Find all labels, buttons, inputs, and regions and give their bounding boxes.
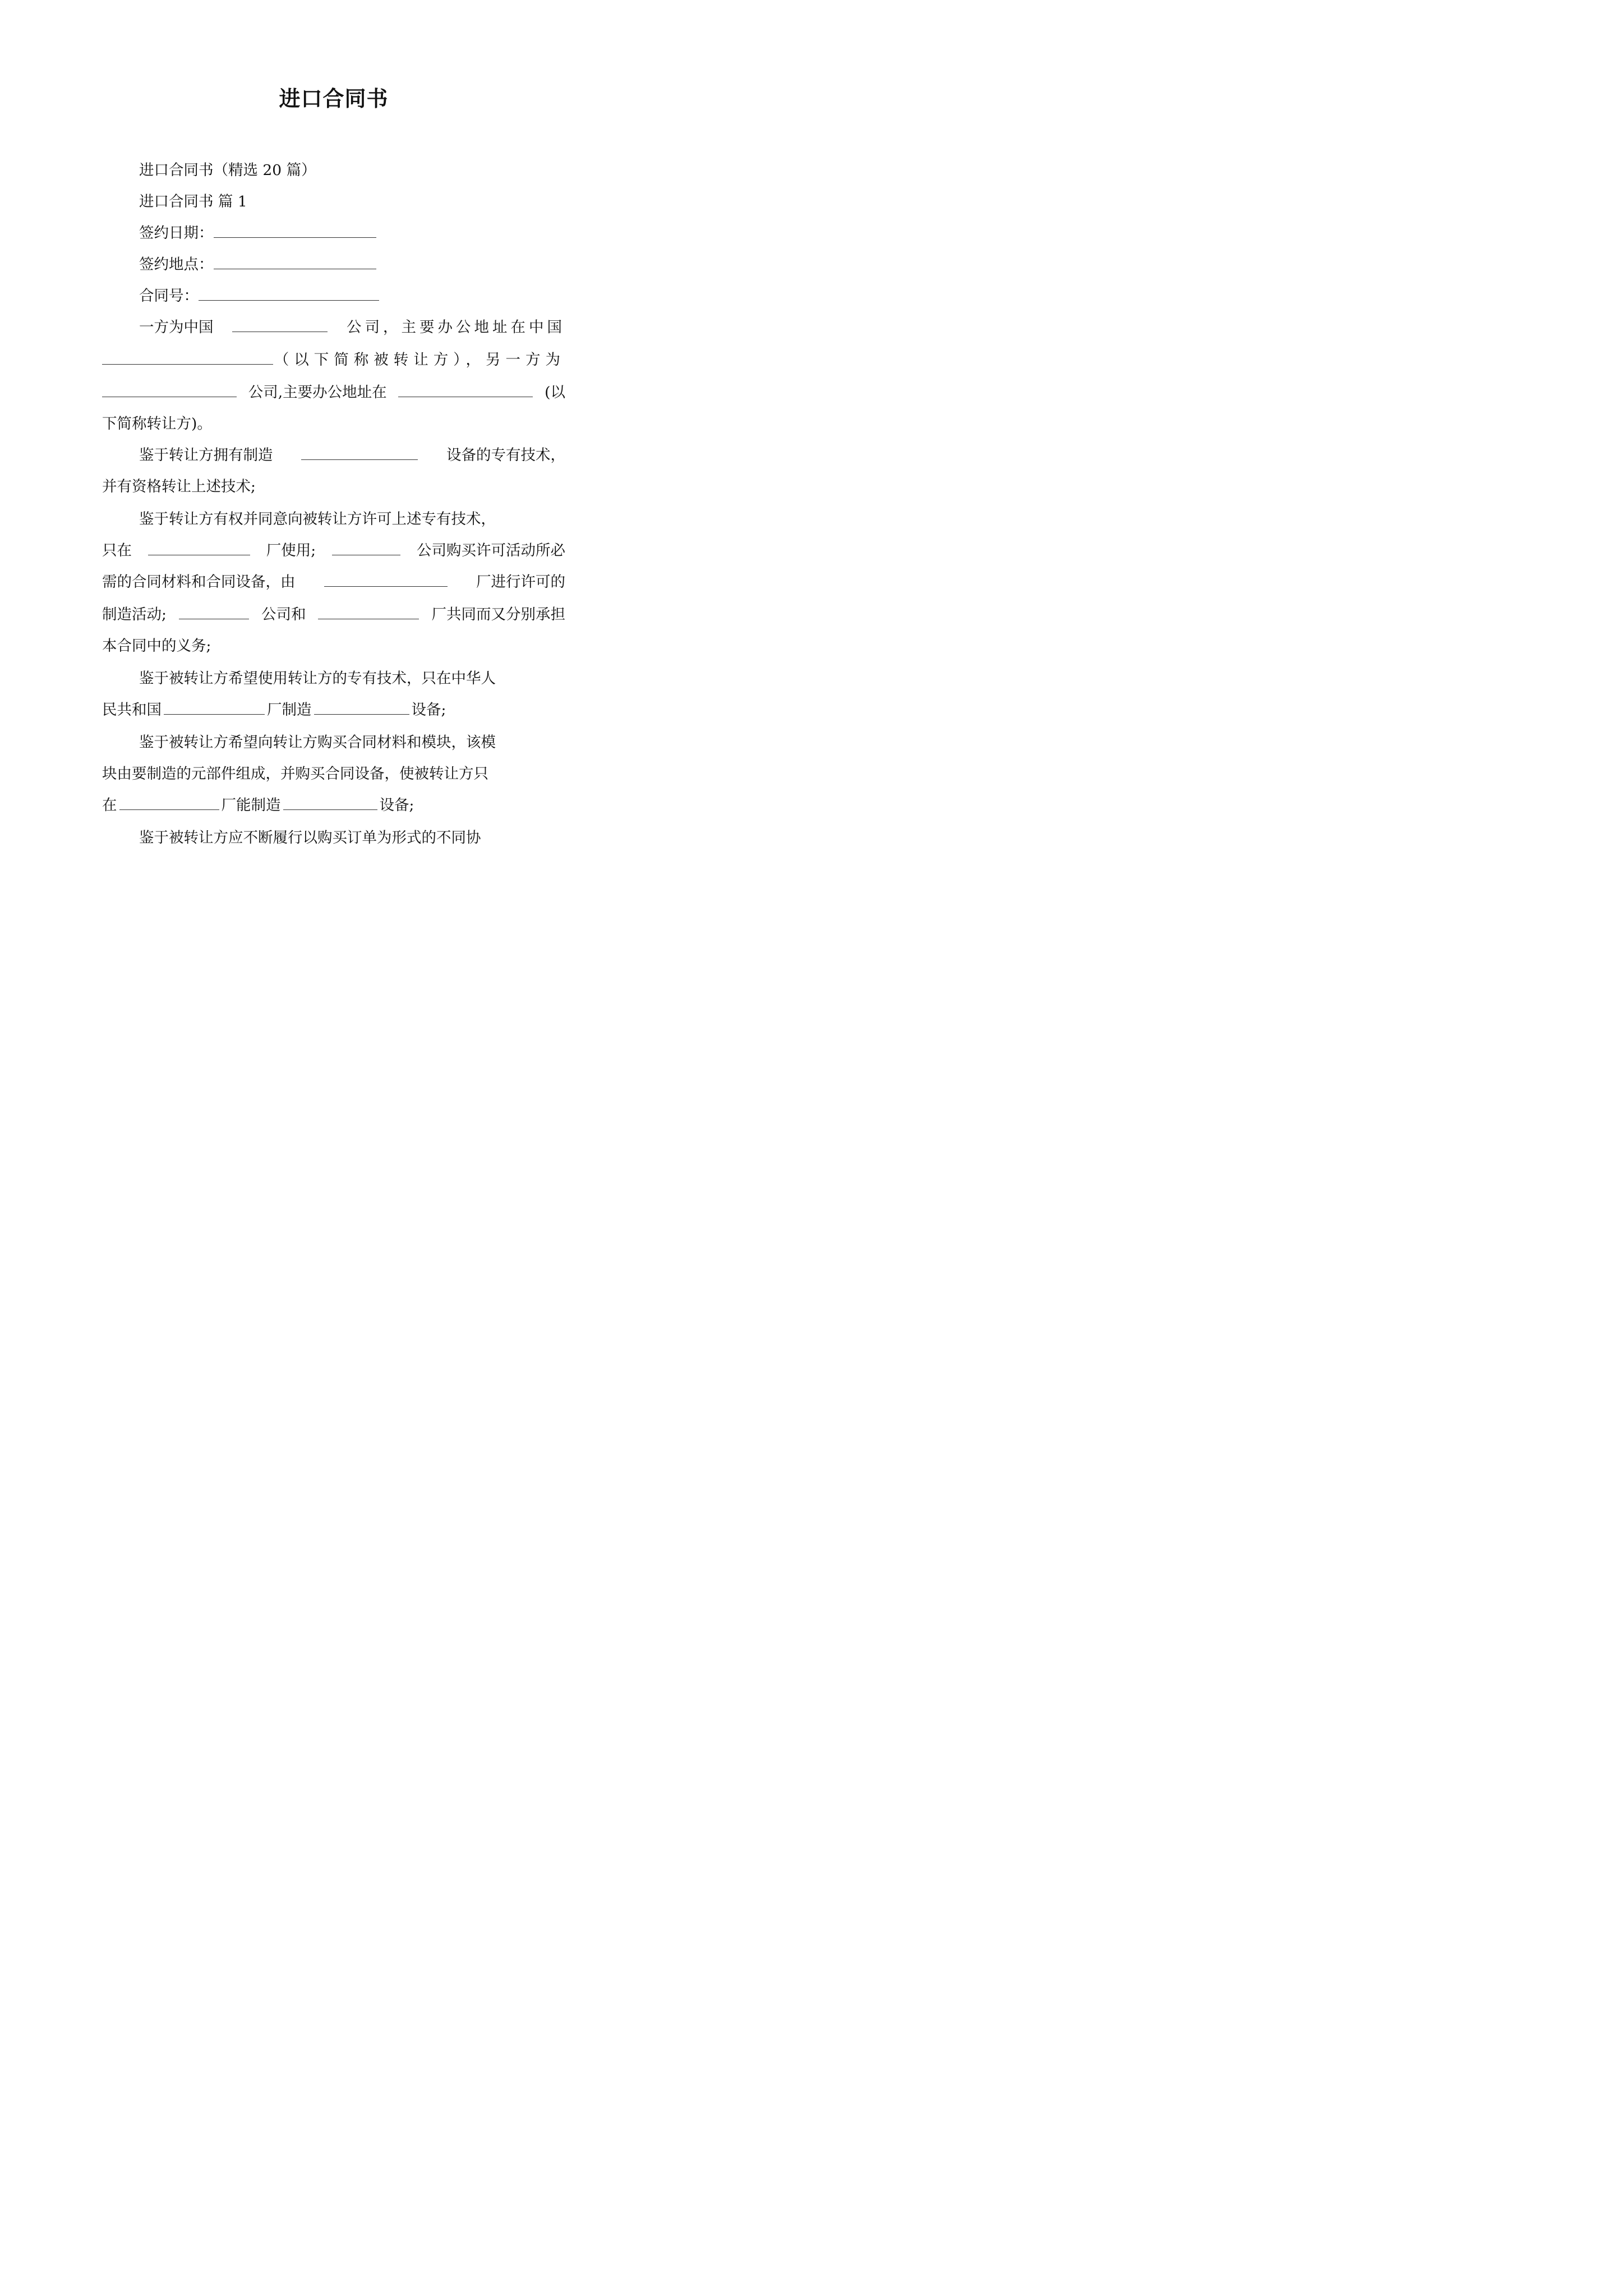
text-segment: 民共和国	[102, 701, 162, 719]
blank-line[interactable]	[232, 318, 328, 332]
text-segment: 厂能制造	[221, 797, 281, 814]
text-segment: 需的合同材料和合同设备，由	[102, 573, 296, 591]
text-segment: (以	[545, 384, 565, 401]
paragraph-line: 鉴于转让方有权并同意向被转让方许可上述专有技术，	[139, 510, 496, 528]
text-segment: 公司,主要办公地址在	[248, 384, 387, 401]
signing-date-blank[interactable]	[214, 224, 376, 238]
field-label: 合同号：	[139, 287, 199, 305]
blank-line[interactable]	[102, 383, 237, 397]
blank-line[interactable]	[164, 701, 265, 715]
paragraph-line	[139, 316, 565, 339]
text-segment: 只在	[102, 542, 132, 559]
field-label: 签约日期：	[139, 224, 214, 242]
text-segment: 厂使用;	[266, 542, 316, 559]
text-segment: 鉴于转让方拥有制造	[139, 447, 273, 464]
blank-line[interactable]	[324, 573, 448, 587]
paragraph-line: 本合同中的义务;	[102, 637, 211, 655]
paragraph-line: 并有资格转让上述技术;	[102, 478, 256, 495]
document-title: 进口合同书	[279, 86, 389, 111]
text-segment: 设备;	[411, 701, 446, 719]
paragraph-line	[102, 349, 565, 371]
blank-line[interactable]	[398, 383, 533, 397]
paragraph-line	[102, 571, 565, 593]
text-segment: 制造活动;	[102, 606, 167, 623]
paragraph-line	[102, 794, 565, 817]
paragraph-line	[139, 444, 565, 467]
contract-number-blank[interactable]	[199, 287, 379, 301]
blank-line[interactable]	[314, 701, 409, 715]
blank-line[interactable]	[283, 796, 377, 810]
paragraph-line: 块由要制造的元部件组成，并购买合同设备，使被转让方只	[102, 765, 488, 783]
text-segment: 公司和	[261, 606, 306, 623]
field-contract-number	[139, 285, 565, 307]
paragraph-line	[102, 699, 565, 721]
text-segment: 设备的专有技术，	[446, 447, 565, 464]
field-signing-place	[139, 254, 565, 276]
document-subtitle: 进口合同书（精选 20 篇）	[139, 162, 316, 179]
text-segment: 厂共同而又分别承担	[431, 606, 565, 623]
paragraph-line: 鉴于被转让方希望使用转让方的专有技术，只在中华人	[139, 670, 496, 687]
field-label: 签约地点：	[139, 256, 214, 273]
paragraph-line	[102, 604, 565, 626]
paragraph-line: 鉴于被转让方希望向转让方购买合同材料和模块，该模	[139, 734, 496, 751]
blank-line[interactable]	[332, 541, 400, 555]
text-segment: 公司，主要办公地址在中国	[347, 319, 565, 336]
paragraph-line: 鉴于被转让方应不断履行以购买订单为形式的不同协	[139, 829, 481, 846]
paragraph-line	[102, 381, 565, 404]
signing-place-blank[interactable]	[214, 255, 376, 269]
section-heading: 进口合同书 篇 1	[139, 193, 247, 210]
blank-line[interactable]	[119, 796, 219, 810]
text-segment: 在	[102, 797, 117, 814]
text-segment: 厂制造	[267, 701, 312, 719]
text-segment: 设备;	[379, 797, 414, 814]
blank-line[interactable]	[102, 351, 273, 365]
blank-line[interactable]	[148, 541, 250, 555]
blank-line[interactable]	[179, 605, 249, 619]
text-segment: 厂进行许可的	[476, 573, 565, 591]
field-signing-date	[139, 222, 565, 245]
paragraph-line: 下简称转让方)。	[102, 415, 212, 432]
paragraph-line	[102, 540, 565, 562]
text-segment: 一方为中国	[139, 319, 214, 336]
blank-line[interactable]	[318, 605, 419, 619]
blank-line[interactable]	[301, 446, 418, 460]
text-segment: 公司购买许可活动所必	[417, 542, 565, 559]
text-segment: （以下简称被转让方），另一方为	[274, 351, 565, 369]
